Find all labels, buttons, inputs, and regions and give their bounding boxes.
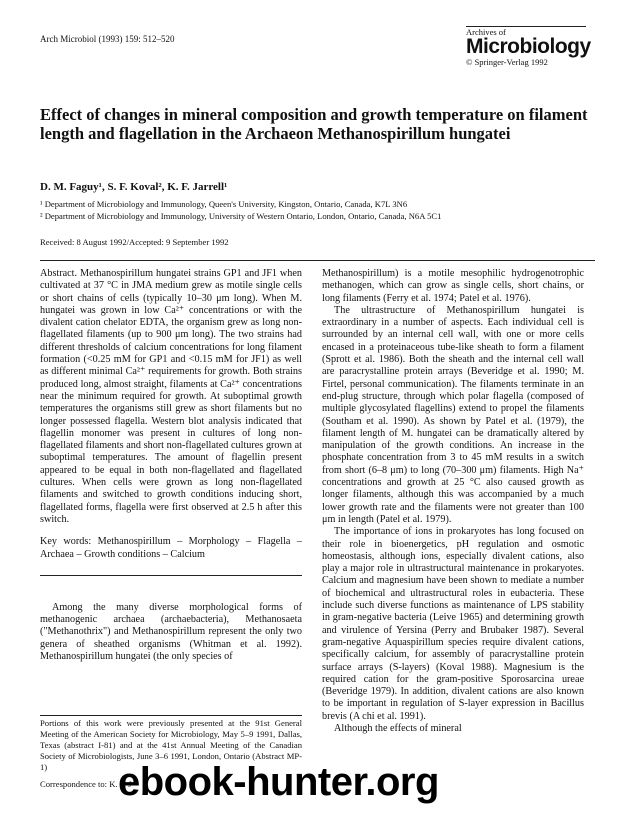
watermark: ebook-hunter.org	[118, 760, 439, 804]
affiliations	[40, 198, 610, 222]
right-paragraph-4: Although the effects of mineral	[334, 722, 462, 734]
affiliation-2: ² Department of Microbiology and Immunology, University of Western Ontario, London, Ontario, Canada, N6A 5C1	[40, 211, 442, 221]
masthead-archives-of: Archives of	[466, 27, 506, 37]
header-divider	[40, 260, 595, 261]
footnote-text: Portions of this work were previously presented at the 91st General Meeting of the American Society for Microbiology, May 5–9 1991, Dallas, Texas (abstract I-81) and at the 41st Annual Meeting of the Canadian Society of Microbiologists, June 3–6 1991, London, Ontario (Abstract MP-1)	[40, 718, 302, 772]
journal-masthead	[466, 26, 591, 67]
right-column	[322, 268, 584, 735]
left-column	[40, 268, 302, 663]
author-list: D. M. Faguy¹, S. F. Koval², K. F. Jarrell¹	[40, 181, 228, 193]
received-dates: Received: 8 August 1992/Accepted: 9 September 1992	[40, 237, 229, 247]
masthead-publisher: © Springer-Verlag 1992	[466, 57, 548, 67]
masthead-rule	[466, 26, 586, 27]
masthead-journal-name: Microbiology	[466, 35, 591, 58]
right-paragraph-2: The ultrastructure of Methanospirillum hungatei is extraordinary in a number of aspects. Each individual cell is surrounded by an internal cell wall, with one or more cells encased in a proteinaceous tube-like sheath to form a filament (Sprott et al. 1986). Both the sheath and the internal cell wall are paracrystalline protein arrays (Beveridge et al. 1990; M. Firtel, personal communication). The filaments terminate in an end-plug structure, through which polar flagella (composed of multiple glycosylated flagellins) extend to propel the filaments (Southam et al. 1990). As shown by Patel et al. (1979), the filament length of M. hungatei can be dramatically altered by manipulation of the growth conditions. An increase in the phosphate concentration from 3 to 45 mM results in a switch from short (6–8 μm) to long (70–300 μm) filaments. High Na⁺ concentrations and growth at 25 °C also caused growth as longer filaments, although this was accompanied by a much lower growth rate and the filaments were not greater than 100 μm in length (Patel et al. 1979).	[322, 304, 584, 525]
keywords: Key words: Methanospirillum – Morphology – Flagella – Archaea – Growth conditions – Calcium	[40, 536, 302, 560]
footnote-divider	[40, 715, 302, 716]
abstract-text: Abstract. Methanospirillum hungatei strains GP1 and JF1 when cultivated at 37 °C in JMA medium grew as motile single cells or short chains of cells (typically 10–30 μm long). When M. hungatei was grown in low Ca²⁺ concentrations or with the divalent cation chelator EDTA, the organism grew as long non-flagellated filaments (up to 900 μm long). The two strains had different thresholds of calcium concentrations for long filament formation (<0.25 mM for GP1 and <0.15 mM for JF1) as well as different minimal Ca²⁺ requirements for growth. Both strains produced long, almost straight, filaments at Ca²⁺ concentrations near the minimum required for growth. At suboptimal growth temperatures the organisms still grew as short filaments but no longer possessed flagella. Western blot analysis indicated that flagellin monomer was present in cultures of long non-flagellated filaments and short non-flagellated cultures grown at suboptimal temperatures. The amount of flagellin present appeared to be equal in both non-flagellated and flagellated cultures. When cells were grown as long non-flagellated filaments and switched to growth conditions inducing short, flagellated forms, flagella were first observed at 2.5 h after this switch.	[40, 268, 302, 525]
right-paragraph-1: Methanospirillum) is a motile mesophilic hydrogenotrophic methanogen, which can grow as single cells, short chains, or long filaments (Ferry et al. 1974; Patel et al. 1976).	[322, 268, 584, 304]
intro-paragraph-left: Among the many diverse morphological forms of methanogenic archaea (archaebacteria), Methanosaeta ("Methanothrix") and Methanospirillum represent the only two genera of sheathed organisms (Whitman et al. 1992). Methanospirillum hungatei (the only species of	[40, 601, 302, 663]
right-paragraph-3: The importance of ions in prokaryotes has long focused on their role in bioenergetics, pH regulation and osmotic homeostasis, although ions, especially divalent cations, also play a major role in ultrastructural maintenance in prokaryotes. Calcium and magnesium have been shown to mediate a number of biochemical and ultrastructural roles in eubacteria. These include such diverse functions as maintenance of LPS stability in gram-negative bacteria (Leive 1965) and determining growth and virulence of Yersina (Perry and Brubaker 1987). Several gram-negative Aquaspirillum species require divalent cations, specifically calcium, for assembly of paracrystalline protein surface arrays (S-layers) (Koval 1988). Magnesium is the required cation for the gram-positive Sporosarcina ureae (Beveridge 1979). In addition, divalent cations are also known to be important in regulation of S-layer expression in Bacillus brevis (A chi et al. 1991).	[322, 526, 584, 722]
correspondence-line: Correspondence to: K. F. J	[40, 779, 132, 789]
affiliation-1: ¹ Department of Microbiology and Immunology, Queen's University, Kingston, Ontario, Canada, K7L 3N6	[40, 199, 408, 209]
journal-citation: Arch Microbiol (1993) 159: 512–520	[40, 34, 175, 44]
abstract-divider	[40, 575, 302, 576]
article-title: Effect of changes in mineral composition and growth temperature on filament length and flagellation in the Archaeon Methanospirillum hungatei	[40, 105, 588, 143]
